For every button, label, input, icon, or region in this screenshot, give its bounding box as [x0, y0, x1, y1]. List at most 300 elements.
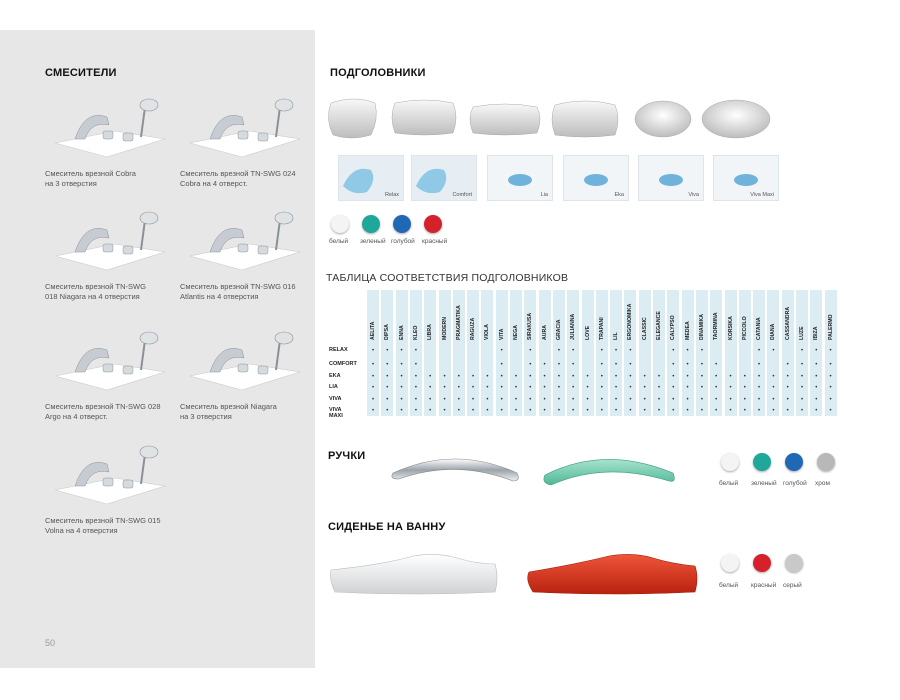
compat-mark: • — [700, 374, 703, 380]
compat-column-header — [439, 294, 451, 346]
seat-red — [528, 554, 697, 594]
compat-mark: • — [600, 374, 603, 380]
compat-mark: • — [800, 348, 804, 354]
compat-row-label: EKA — [329, 373, 341, 379]
compat-mark: • — [600, 397, 603, 403]
compat-mark: • — [786, 397, 789, 403]
headrest-tile-label: Viva — [688, 192, 699, 198]
compat-mark: • — [772, 385, 775, 391]
compat-mark: • — [657, 397, 661, 403]
compat-mark: • — [786, 385, 789, 391]
color-swatch — [721, 453, 739, 471]
compat-column-header — [753, 294, 765, 346]
compat-mark: • — [543, 397, 546, 403]
mixer-caption-line2: 018 Niagara на 4 отверстия — [45, 292, 140, 301]
compat-mark: • — [543, 408, 546, 414]
mixer-caption-line2: на 3 отверстия — [45, 179, 97, 188]
headrest-tile-label: Comfort — [452, 192, 472, 198]
compat-row-label: VIVA — [329, 396, 342, 402]
compat-mark: • — [572, 348, 575, 354]
compat-mark: • — [686, 408, 689, 414]
compat-mark: • — [657, 385, 661, 391]
compat-column-label: VITA — [498, 328, 505, 340]
compat-mark: • — [586, 408, 589, 414]
mixer-caption — [45, 516, 170, 536]
compat-mark: • — [629, 362, 632, 368]
compat-mark: • — [643, 385, 646, 391]
color-swatch — [817, 453, 835, 471]
compat-mark: • — [557, 362, 560, 368]
compat-mark: • — [815, 348, 818, 354]
headrest-tile-label: Eka — [614, 192, 624, 198]
compat-mark: • — [443, 385, 446, 391]
compat-mark: • — [686, 348, 689, 354]
compat-column-header — [524, 294, 536, 346]
compat-mark: • — [572, 362, 575, 368]
compat-mark: • — [829, 362, 832, 368]
compat-mark: • — [643, 374, 646, 380]
page-number: 50 — [45, 638, 56, 648]
compat-column-label: LIBRA — [427, 324, 434, 340]
compat-mark: • — [586, 374, 589, 380]
compat-mark: • — [629, 385, 632, 391]
compat-column-header — [582, 294, 594, 346]
compat-mark: • — [572, 408, 575, 414]
compat-column-label: GRACIA — [555, 319, 562, 340]
compat-mark: • — [386, 362, 389, 368]
compat-mark: • — [386, 397, 389, 403]
compat-mark: • — [371, 385, 375, 391]
compat-mark: • — [429, 397, 432, 403]
handles-title: РУЧКИ — [328, 450, 366, 462]
compat-column-label: TAORMINA — [713, 312, 720, 340]
compat-mark: • — [815, 374, 818, 380]
mixer-caption-line2: на 3 отверстия — [180, 412, 232, 421]
compat-row-label: COMFORT — [329, 361, 357, 367]
color-swatch-label: красный — [422, 238, 448, 245]
compat-column-label: IBIZA — [813, 326, 820, 340]
mixer-caption-line2: Volna на 4 отверстия — [45, 526, 118, 535]
compat-column-label: PRAGMATIKA — [455, 305, 462, 340]
compat-mark: • — [457, 374, 460, 380]
compat-column-header — [710, 294, 722, 346]
compat-column-header — [667, 294, 679, 346]
color-swatch-label: красный — [751, 582, 777, 589]
compat-mark: • — [400, 374, 403, 380]
mixer-caption — [180, 402, 305, 422]
compat-mark: • — [400, 348, 403, 354]
compat-mark: • — [472, 385, 475, 391]
seat-white — [331, 554, 498, 594]
compat-mark: • — [672, 348, 675, 354]
compat-mark: • — [500, 385, 503, 391]
color-swatch — [753, 554, 771, 572]
headrest-product-6 — [702, 100, 770, 138]
color-swatch-label: голубой — [783, 480, 807, 487]
mixer-image — [180, 208, 305, 278]
compat-mark: • — [586, 397, 589, 403]
compat-mark: • — [772, 348, 775, 354]
handle-chrome — [392, 459, 518, 481]
headrest-products-row — [325, 95, 785, 145]
headrest-tile — [411, 155, 477, 201]
compat-mark: • — [800, 374, 804, 380]
compat-mark: • — [400, 362, 403, 368]
compat-mark: • — [700, 408, 703, 414]
compat-mark: • — [772, 374, 775, 380]
compat-column-label: PICCOLO — [741, 316, 748, 340]
headrest-tile — [563, 155, 629, 201]
compat-mark: • — [529, 374, 532, 380]
compat-mark: • — [715, 374, 718, 380]
color-swatch — [331, 215, 349, 233]
compat-column-header — [567, 294, 579, 346]
compat-mark: • — [457, 385, 460, 391]
compat-column-header — [782, 294, 794, 346]
compat-row-label: VIVA MAXI — [329, 407, 343, 419]
compat-column-header — [739, 294, 751, 346]
compat-mark: • — [615, 397, 618, 403]
compat-mark: • — [486, 408, 489, 414]
compat-mark: • — [686, 362, 689, 368]
compat-column-label: DIANA — [770, 323, 777, 340]
mixer-caption — [45, 402, 170, 422]
compat-column-header — [453, 294, 465, 346]
compat-column-header — [510, 294, 522, 346]
compat-mark: • — [400, 385, 403, 391]
compat-mark: • — [557, 385, 560, 391]
compat-mark: • — [472, 374, 475, 380]
compat-column-header — [553, 294, 565, 346]
compat-mark: • — [643, 397, 646, 403]
mixer-card — [180, 208, 305, 302]
compat-mark: • — [829, 348, 832, 354]
compat-column-header — [653, 294, 665, 346]
mixer-card — [180, 95, 305, 189]
seat-products — [327, 552, 707, 597]
compat-mark: • — [800, 362, 804, 368]
compat-column-header — [825, 294, 837, 346]
compat-mark: • — [615, 374, 618, 380]
compat-mark: • — [743, 385, 746, 391]
headrests-title: ПОДГОЛОВНИКИ — [330, 67, 426, 79]
mixer-image — [45, 328, 170, 398]
mixer-caption — [45, 282, 170, 302]
compat-mark: • — [686, 397, 689, 403]
compat-mark: • — [443, 374, 446, 380]
compat-column-header — [381, 294, 393, 346]
compat-mark: • — [443, 408, 446, 414]
compat-column-label: ELEGANCE — [656, 311, 662, 340]
compat-mark: • — [429, 408, 432, 414]
compat-mark: • — [457, 408, 460, 414]
mixer-caption-line2: Atlantis на 4 отверстия — [180, 292, 259, 301]
mixer-caption — [45, 169, 170, 189]
compat-mark: • — [500, 397, 503, 403]
color-swatch — [393, 215, 411, 233]
compat-mark: • — [572, 374, 575, 380]
compat-mark: • — [629, 397, 632, 403]
compat-mark: • — [715, 408, 718, 414]
headrest-product-5 — [635, 101, 691, 137]
compat-column-header — [796, 294, 808, 346]
color-swatch-label: белый — [329, 238, 349, 245]
compat-mark: • — [729, 374, 732, 380]
compat-mark: • — [371, 397, 375, 403]
color-swatch-label: голубой — [391, 238, 415, 245]
compat-mark: • — [800, 385, 804, 391]
headrest-product-3 — [470, 104, 540, 135]
color-swatch — [753, 453, 771, 471]
compat-mark: • — [815, 408, 818, 414]
mixer-image — [45, 95, 170, 165]
compat-column-header — [467, 294, 479, 346]
compat-column-label: DINAMIKA — [698, 314, 705, 340]
compat-mark: • — [700, 348, 703, 354]
compat-column-label: ENNA — [398, 325, 405, 340]
mixer-caption-line1: Смеситель врезной TN-SWG 028 — [45, 402, 161, 411]
compat-mark: • — [586, 385, 589, 391]
compat-mark: • — [758, 408, 761, 414]
compat-column-label: JULIANNA — [570, 313, 577, 340]
mixer-card — [180, 328, 305, 422]
compat-mark: • — [672, 397, 675, 403]
mixer-caption — [180, 169, 305, 189]
compat-mark: • — [543, 374, 546, 380]
compat-mark: • — [615, 385, 618, 391]
compat-mark: • — [786, 374, 789, 380]
headrest-tile-label: Relax — [384, 192, 399, 198]
compat-mark: • — [729, 385, 732, 391]
compat-column-label: NEGA — [513, 325, 519, 340]
compat-mark: • — [557, 348, 560, 354]
compat-column-header — [539, 294, 551, 346]
compat-mark: • — [615, 348, 618, 354]
compat-mark: • — [815, 362, 818, 368]
compat-column-header — [496, 294, 508, 346]
compat-mark: • — [800, 397, 804, 403]
mixer-caption-line1: Смеситель врезной TN-SWG 015 — [45, 516, 161, 525]
mixer-card — [45, 208, 170, 302]
color-swatch — [785, 453, 803, 471]
handle-products — [385, 445, 685, 495]
color-swatch-label: белый — [719, 582, 739, 589]
compat-column-header — [696, 294, 708, 346]
compat-mark: • — [414, 397, 417, 403]
compat-column-label: LUZE — [799, 326, 805, 340]
compat-column-header — [767, 294, 779, 346]
mixer-image — [180, 328, 305, 398]
compat-mark: • — [543, 362, 546, 368]
compat-column-header — [810, 294, 822, 346]
compat-mark: • — [829, 408, 832, 414]
compat-column-label: LIL — [613, 332, 620, 340]
compat-mark: • — [672, 374, 675, 380]
compat-mark: • — [629, 374, 632, 380]
compat-mark: • — [529, 348, 532, 354]
headrest-tile — [487, 155, 553, 201]
mixer-caption — [180, 282, 305, 302]
compat-mark: • — [429, 385, 432, 391]
compat-column-label: MEDEA — [684, 321, 691, 340]
compat-mark: • — [572, 385, 575, 391]
compat-mark: • — [657, 374, 661, 380]
compat-column-label: CASSANDRA — [784, 306, 791, 340]
compat-mark: • — [457, 397, 460, 403]
headrest-tile — [713, 155, 779, 201]
color-swatch — [785, 554, 803, 572]
compat-mark: • — [643, 408, 646, 414]
compat-mark: • — [686, 385, 689, 391]
compat-column-label: CALYPSO — [670, 315, 677, 340]
compat-mark: • — [715, 362, 718, 368]
compat-mark: • — [486, 385, 489, 391]
compat-mark: • — [758, 397, 761, 403]
compat-mark: • — [443, 397, 446, 403]
compat-column-label: AELITA — [370, 321, 376, 340]
compat-mark: • — [615, 408, 618, 414]
color-swatch — [721, 554, 739, 572]
compat-column-header — [410, 294, 422, 346]
compat-column-label: VIOLA — [484, 324, 491, 340]
compat-mark: • — [715, 385, 718, 391]
compat-column-header — [424, 294, 436, 346]
compat-mark: • — [829, 374, 832, 380]
compat-mark: • — [514, 385, 518, 391]
compat-mark: • — [414, 348, 417, 354]
compat-mark: • — [500, 408, 503, 414]
mixer-caption-line1: Смеситель врезной Cobra — [45, 169, 136, 178]
compat-column-label: CATANIA — [756, 317, 763, 340]
color-swatch — [362, 215, 380, 233]
compat-mark: • — [572, 397, 575, 403]
compat-mark: • — [472, 408, 475, 414]
compat-mark: • — [743, 397, 746, 403]
compat-mark: • — [400, 408, 403, 414]
compat-mark: • — [514, 374, 518, 380]
compat-mark: • — [829, 397, 832, 403]
compat-mark: • — [386, 348, 389, 354]
compat-mark: • — [400, 397, 403, 403]
seat-title: СИДЕНЬЕ НА ВАННУ — [328, 521, 446, 533]
mixer-caption-line2: Argo на 4 отверст. — [45, 412, 108, 421]
compat-mark: • — [615, 362, 618, 368]
compat-mark: • — [815, 385, 818, 391]
compat-mark: • — [486, 397, 489, 403]
compat-column-label: RAGUZA — [470, 317, 477, 340]
compat-mark: • — [429, 374, 432, 380]
compat-mark: • — [600, 362, 603, 368]
mixer-caption-line1: Смеситель врезной Niagara — [180, 402, 277, 411]
compat-mark: • — [700, 362, 703, 368]
compat-column-header — [596, 294, 608, 346]
compat-mark: • — [371, 362, 375, 368]
mixer-card — [45, 328, 170, 422]
compat-mark: • — [529, 385, 532, 391]
compat-mark: • — [743, 374, 746, 380]
headrest-tile — [638, 155, 704, 201]
compat-mark: • — [414, 362, 417, 368]
compat-column-header — [396, 294, 408, 346]
headrest-product-2 — [392, 100, 456, 135]
compat-mark: • — [743, 408, 746, 414]
compat-row-label: RELAX — [329, 347, 348, 353]
compat-mark: • — [500, 374, 503, 380]
compat-mark: • — [700, 385, 703, 391]
compat-mark: • — [600, 348, 603, 354]
compat-column-label: TRAPANI — [598, 317, 605, 340]
compat-column-label: SIRAKUSA — [527, 312, 534, 340]
compat-mark: • — [500, 348, 503, 354]
compat-mark: • — [672, 362, 675, 368]
compat-mark: • — [758, 348, 761, 354]
compat-mark: • — [386, 385, 389, 391]
mixers-title: СМЕСИТЕЛИ — [45, 67, 117, 79]
compat-mark: • — [557, 397, 560, 403]
compat-mark: • — [758, 385, 761, 391]
compat-mark: • — [529, 397, 532, 403]
compat-mark: • — [414, 408, 417, 414]
compat-mark: • — [543, 385, 546, 391]
compat-mark: • — [514, 397, 518, 403]
color-swatch-label: белый — [719, 480, 739, 487]
compat-mark: • — [700, 397, 703, 403]
mixer-image — [180, 95, 305, 165]
compat-mark: • — [414, 385, 417, 391]
compat-column-label: LOVE — [584, 325, 591, 340]
compat-column-label: KLEO — [412, 325, 419, 340]
compat-column-label: AURA — [541, 325, 548, 340]
compat-mark: • — [371, 408, 375, 414]
color-swatch-label: серый — [783, 582, 802, 589]
headrest-tile-label: Lia — [540, 192, 548, 198]
mixer-caption-line2: Cobra на 4 отверст. — [180, 179, 248, 188]
mixer-caption-line1: Смеситель врезной TN-SWG — [45, 282, 146, 291]
headrest-tile-label: Viva Maxi — [750, 192, 774, 198]
compat-mark: • — [414, 374, 417, 380]
compat-column-label: PALERMO — [827, 314, 834, 340]
compat-mark: • — [371, 348, 375, 354]
compat-mark: • — [672, 408, 675, 414]
compat-mark: • — [829, 385, 832, 391]
compat-mark: • — [800, 408, 804, 414]
compat-column-label: DIPSA — [384, 324, 391, 340]
compat-mark: • — [514, 408, 518, 414]
compat-column-label: ERGONOMIKA — [627, 303, 634, 340]
compat-mark: • — [786, 408, 789, 414]
compat-mark: • — [715, 397, 718, 403]
compat-mark: • — [500, 362, 503, 368]
compat-column-header — [725, 294, 737, 346]
handle-green — [544, 459, 674, 485]
compat-mark: • — [758, 362, 761, 368]
compat-mark: • — [657, 408, 661, 414]
compat-column-header — [624, 294, 636, 346]
compat-mark: • — [600, 408, 603, 414]
compat-column-label: CLASSIC — [641, 317, 648, 340]
compat-mark: • — [729, 408, 732, 414]
compat-mark: • — [672, 385, 675, 391]
compat-mark: • — [371, 374, 375, 380]
headrest-tile — [338, 155, 404, 201]
compat-column-header — [481, 294, 493, 346]
color-swatch-label: хром — [815, 480, 830, 487]
headrest-product-1 — [328, 99, 376, 138]
compat-column-label: MODERN — [441, 316, 448, 340]
compat-mark: • — [772, 408, 775, 414]
color-swatch — [424, 215, 442, 233]
color-swatch-label: зеленый — [751, 480, 777, 487]
